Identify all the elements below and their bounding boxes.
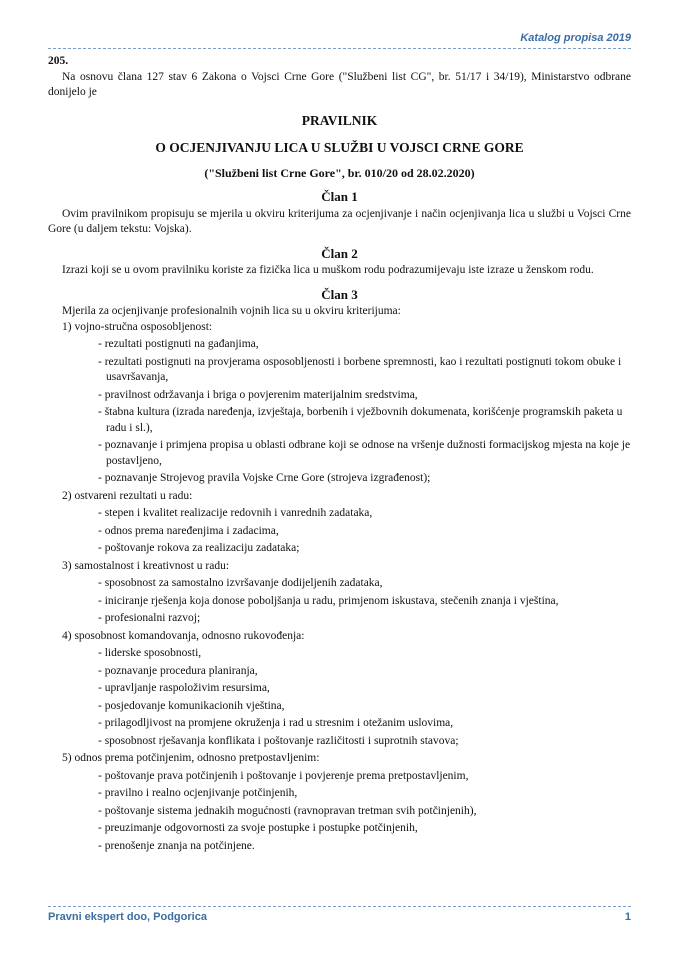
list-item: - liderske sposobnosti, xyxy=(98,647,202,659)
page-header xyxy=(48,30,631,49)
list-item: - pravilno i realno ocjenjivanje potčinjenih, xyxy=(98,787,298,799)
list-item: - preuzimanje odgovornosti za svoje postupke i postupke potčinjenih, xyxy=(98,822,418,834)
list-item: - poznavanje Strojevog pravila Vojske Crne Gore (strojeva izgrađenost); xyxy=(98,472,431,484)
article-heading: Član 3 xyxy=(321,286,358,302)
criterion-list xyxy=(48,646,631,749)
list-item: - prilagodljivost na promjene okruženja i rad u stresnim i otežanim uslovima, xyxy=(98,717,454,729)
list-item: - rezultati postignuti na provjerama osposobljenosti i borbene spremnosti, kao i rezultati postignuti tokom obuke i usavršavanja, xyxy=(98,355,622,383)
list-item: - poštovanje prava potčinjenih i poštovanje i povjerenje prema pretpostavljenim, xyxy=(98,769,469,782)
criterion-list xyxy=(48,576,631,627)
header-title: Katalog propisa 2019 xyxy=(520,32,631,44)
criterion-label: 5) odnos prema potčinjenim, odnosno pretpostavljenim: xyxy=(62,752,320,764)
list-item: - rezultati postignuti na gađanjima, xyxy=(98,338,259,350)
criterion-label: 2) ostvareni rezultati u radu: xyxy=(62,489,193,502)
doc-number: 205. xyxy=(48,55,69,67)
list-item: - odnos prema naređenjima i zadacima, xyxy=(98,524,279,537)
article-text: Izrazi koji se u ovom pravilniku koriste za fizička lica u muškom rodu podrazumijevaju iste izraze u ženskom rodu. xyxy=(62,264,594,276)
article-heading: Član 2 xyxy=(321,245,358,261)
list-item: - poznavanje i primjena propisa u oblasti odbrane koji se odnose na vršenje dužnosti formacijskog mjesta na koje je postavljeno, xyxy=(98,439,631,467)
list-item: - poznavanje procedura planiranja, xyxy=(98,664,258,677)
list-item: - posjedovanje komunikacionih vještina, xyxy=(98,699,285,712)
intro-paragraph: Na osnovu člana 127 stav 6 Zakona o Vojsci Crne Gore ("Službeni list CG", br. 51/17 i 34/19), Ministarstvo odbrane donijelo je xyxy=(48,70,631,98)
criterion-list xyxy=(48,769,631,855)
list-item: - pravilnost održavanja i briga o povjerenim materijalnim sredstvima, xyxy=(98,388,418,401)
list-item: - poštovanje sistema jednakih mogućnosti (ravnopravan tretman svih potčinjenih), xyxy=(98,804,477,817)
list-item: - upravljanje raspoloživim resursima, xyxy=(98,682,270,694)
article-text: Ovim pravilnikom propisuju se mjerila u okviru kriterijuma za ocjenjivanje i način ocjenjivanja lica u službi u Vojsci Crne Gore (u daljem tekstu: Vojska). xyxy=(48,207,631,235)
article-text: Mjerila za ocjenjivanje profesionalnih vojnih lica su u okviru kriterijuma: xyxy=(62,305,401,317)
page-number: 1 xyxy=(624,911,631,923)
article-heading: Član 1 xyxy=(321,189,358,204)
criterion-label: 1) vojno-stručna osposobljenost: xyxy=(62,320,213,333)
criterion-label: 4) sposobnost komandovanja, odnosno rukovođenja: xyxy=(62,629,305,642)
list-item: - iniciranje rješenja koja donose poboljšanja u radu, primjenom iskustava, stečenih znanja i vještina, xyxy=(98,594,559,607)
list-item: - poštovanje rokova za realizaciju zadataka; xyxy=(98,542,300,554)
document-title: PRAVILNIK xyxy=(301,112,378,128)
document-body xyxy=(48,54,631,856)
list-item: - stepen i kvalitet realizacije redovnih i vanrednih zadataka, xyxy=(98,507,373,519)
list-item: - sposobnost za samostalno izvršavanje dodijeljenih zadataka, xyxy=(98,577,383,589)
gazette-reference: ("Službeni list Crne Gore", br. 010/20 od 28.02.2020) xyxy=(204,165,475,180)
list-item: - prenošenje znanja na potčinjene. xyxy=(98,839,255,852)
list-item: - štabna kultura (izrada naređenja, izvještaja, borbenih i vježbovnih dokumenata, korišćenje programskih paketa u radu i sl.), xyxy=(98,406,623,434)
page-footer xyxy=(48,906,631,923)
criterion-label: 3) samostalnost i kreativnost u radu: xyxy=(62,559,230,572)
footer-publisher: Pravni ekspert doo, Podgorica xyxy=(48,911,207,923)
list-item: - sposobnost rješavanja konflikata i poštovanje različitosti i suprotnih stavova; xyxy=(98,734,459,747)
criterion-list xyxy=(48,337,631,487)
document-subtitle: O OCJENJIVANJU LICA U SLUŽBI U VOJSCI CRNE GORE xyxy=(155,140,524,155)
criterion-list xyxy=(48,506,631,557)
list-item: - profesionalni razvoj; xyxy=(98,612,201,624)
